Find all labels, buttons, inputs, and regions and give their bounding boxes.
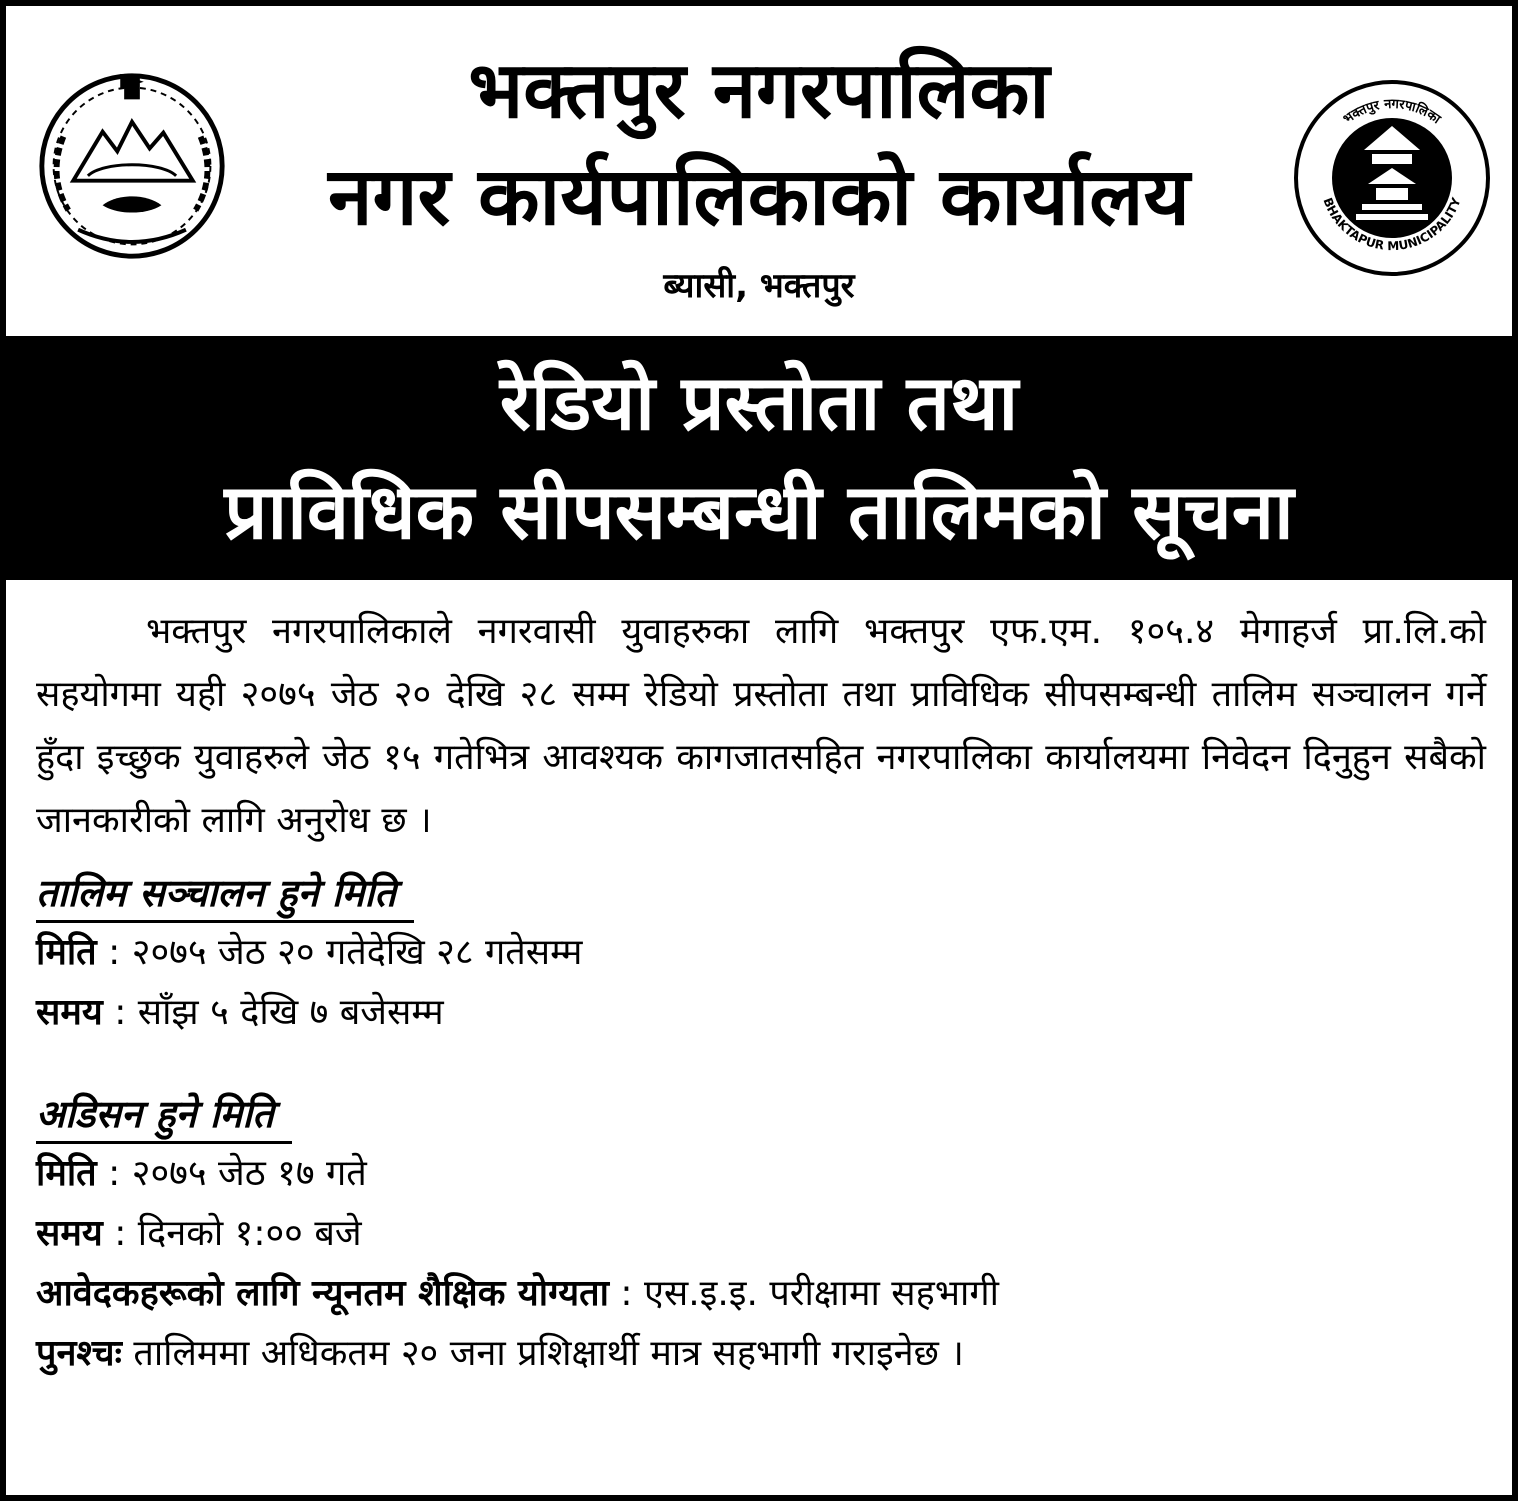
qualification-value: : एस.इ.इ. परीक्षामा सहभागी: [620, 1273, 999, 1314]
training-time-label: समय: [36, 992, 103, 1033]
bhaktapur-municipality-seal-icon: [1292, 78, 1492, 278]
training-time-row: [36, 983, 1486, 1043]
svg-text:BHAKTAPUR MUNICIPALITY: BHAKTAPUR MUNICIPALITY: [1320, 195, 1464, 254]
training-schedule-heading: तालिम सञ्चालन हुने मिति: [36, 866, 414, 923]
notice-paragraph: भक्तपुर नगरपालिकाले नगरवासी युवाहरुका लागि भक्तपुर एफ.एम. १०५.४ मेगाहर्ज प्रा.लि.को सहयोगमा यही २०७५ जेठ २० देखि २८ सम्म रेडियो प्रस्तोता तथा प्राविधिक सीपसम्बन्धी तालिम सञ्चालन गर्ने हुँदा इच्छुक युवाहरुले जेठ १५ गतेभित्र आवश्यक कागजातसहित नगरपालिका कार्यालयमा निवेदन दिनुहुन सबैको जानकारीको लागि अनुरोध छ ।: [36, 611, 1487, 841]
office-name: नगर कार्यपालिकाको कार्यालय: [328, 150, 1190, 243]
training-date-label: मिति: [36, 932, 97, 973]
training-date-value: : २०७५ जेठ २० गतेदेखि २८ गतेसम्म: [108, 932, 583, 973]
notice-title-line1: रेडियो प्रस्तोता तथा: [499, 358, 1019, 447]
audition-date-label: मिति: [36, 1153, 97, 1194]
audition-schedule-heading: अडिसन हुने मिति: [36, 1087, 292, 1144]
audition-time-row: [36, 1204, 1486, 1264]
training-time-value: : साँझ ५ देखि ७ बजेसम्म: [114, 992, 444, 1033]
postscript-value: तालिममा अधिकतम २० जना प्रशिक्षार्थी मात्र सहभागी गराइनेछ ।: [133, 1333, 964, 1374]
audition-date-row: [36, 1144, 1486, 1204]
audition-time-label: समय: [36, 1213, 103, 1254]
notice-title-banner: [6, 336, 1512, 580]
notice-header: [6, 6, 1512, 336]
municipality-name: भक्तपुर नगरपालिका: [468, 46, 1050, 136]
audition-date-value: : २०७५ जेठ १७ गते: [108, 1153, 367, 1194]
training-date-row: [36, 923, 1486, 983]
qualification-row: [36, 1264, 1486, 1324]
postscript-row: [36, 1324, 1486, 1384]
svg-text:भक्तपुर नगरपालिका: भक्तपुर नगरपालिका: [1340, 96, 1444, 128]
notice-title-line2: प्राविधिक सीपसम्बन्धी तालिमको सूचना: [224, 467, 1294, 556]
office-address: ब्यासी, भक्तपुर: [663, 266, 855, 306]
qualification-label: आवेदकहरूको लागि न्यूनतम शैक्षिक योग्यता: [36, 1273, 609, 1314]
notice-body: [36, 600, 1486, 1384]
audition-time-value: : दिनको १:०० बजे: [114, 1213, 362, 1254]
postscript-label: पुनश्चः: [36, 1333, 122, 1374]
